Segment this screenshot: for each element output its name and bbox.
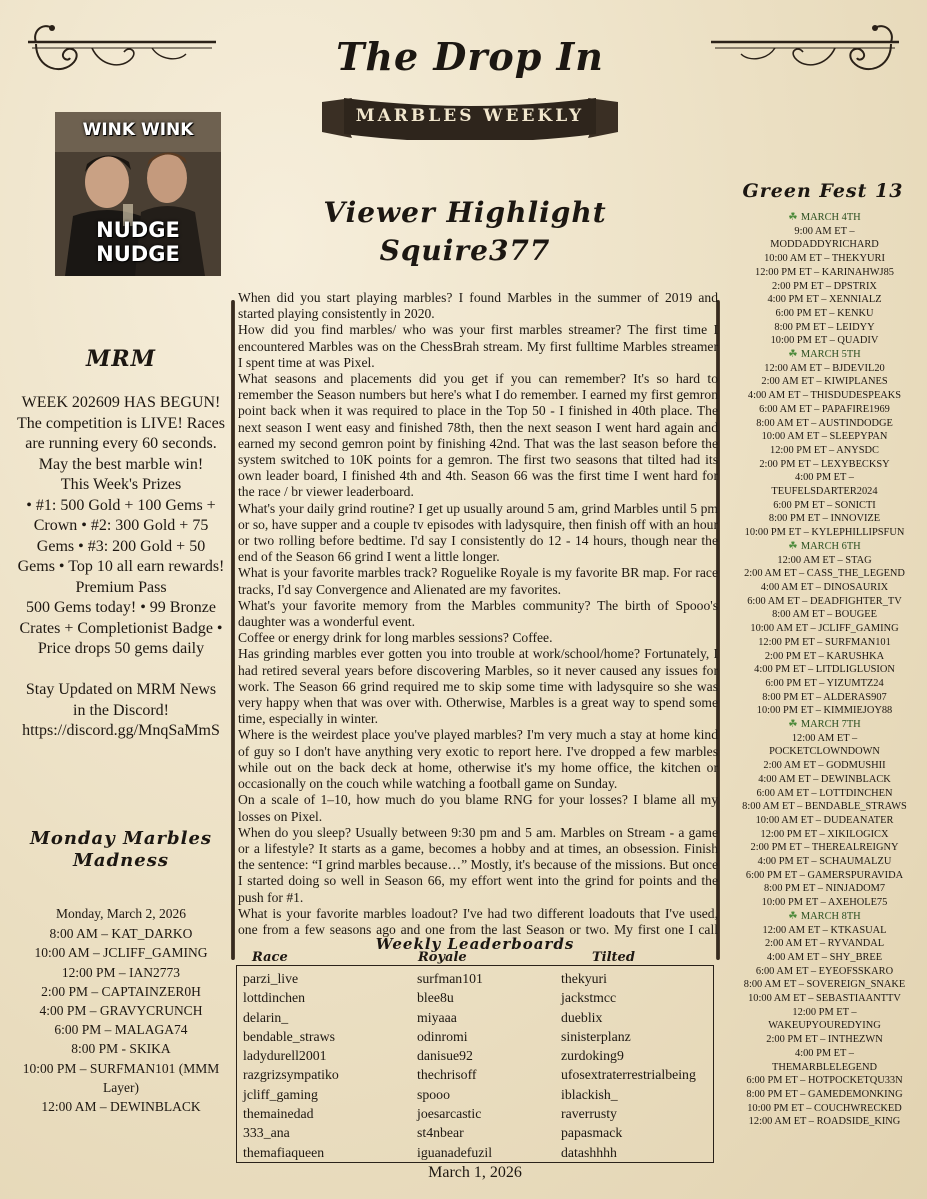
green-fest-slot [727, 828, 922, 842]
green-fest-schedule [727, 211, 922, 1129]
green-fest-day [727, 540, 922, 554]
clover-icon: ☘ [788, 909, 801, 922]
green-fest-slot [727, 1006, 922, 1020]
green-fest-slot [727, 965, 922, 979]
green-fest-slot-text: 4:00 AM ET – DINOSAURIX [760, 581, 889, 593]
green-fest-slot [727, 389, 922, 403]
green-fest-slot [727, 1102, 922, 1116]
mrm-line: Crown • #2: 300 Gold + 75 [33, 517, 209, 534]
green-fest-slot-text: 10:00 AM ET – DUDEANATER [755, 814, 894, 826]
royale-entry: miyaaa [417, 1009, 457, 1025]
green-fest-slot-text: 2:00 AM ET – GODMUSHII [763, 760, 886, 772]
green-fest-slot-text: 4:00 AM ET – DEWINBLACK [758, 773, 891, 785]
royale-entry: iguanadefuzil [417, 1144, 493, 1160]
corner-ornament-right [705, 14, 905, 84]
green-fest-slot [727, 650, 922, 664]
interview-paragraph: What's your favorite memory from the Marbles community? The birth of Spooo's daughter was a wonderful event. [238, 597, 718, 630]
green-fest-slot-text: 10:00 PM ET – KIMMIEJOY88 [756, 705, 893, 717]
interview-paragraph: What is your favorite marbles track? Roguelike Royale is my favorite BR map. For race tracks, I'd say Convergence and Alienated are my favorites. [238, 565, 718, 597]
race-entry: 333_ana [243, 1125, 290, 1141]
interview-paragraph: What's your daily grind routine? I get up usually around 5 am, grind Marbles until 5 pm or so, have supper and a couple tv episodes with ladysquire, then finish off with an hour or two rolling before bedtime. I'd say I consistently do 12 - 14 hours, though near the end of the Season 66 grind I went a little longer. [238, 500, 718, 565]
green-fest-slot-text: 8:00 PM ET – GAMEDEMONKING [746, 1089, 903, 1100]
royale-entry: odinromi [417, 1028, 468, 1044]
green-fest-slot-text: 8:00 PM ET – NINJADOM7 [763, 883, 886, 895]
royale-entry: joesarcastic [417, 1106, 482, 1122]
mrm-line: WEEK 202609 HAS BEGUN! [21, 394, 221, 411]
green-fest-slot-text: 2:00 PM ET – DPSTRIX [772, 280, 877, 292]
header-tilted: Tilted [592, 950, 635, 965]
green-fest-slot [727, 1061, 922, 1075]
green-fest-slot [727, 526, 922, 540]
mrm-line: • #1: 500 Gold + 100 Gems + [26, 496, 216, 514]
green-fest-slot [727, 1074, 922, 1088]
green-fest-slot-text: 4:00 PM ET – LITDLIGLUSION [754, 664, 895, 676]
green-fest-slot [727, 252, 922, 266]
green-fest-day [727, 348, 922, 362]
interview-paragraph: What is your favorite marbles loadout? I've had two different loadouts that I've used, one from a few seasons ago and one from the last Season or two. My first one I call [238, 905, 718, 937]
interview-paragraph: Coffee or energy drink for long marbles sessions? Coffee. [238, 630, 553, 646]
tilted-entry: zurdoking9 [561, 1048, 624, 1064]
mrm-line: Price drops 50 gems daily [37, 640, 205, 657]
tilted-entry: papasmack [561, 1125, 623, 1141]
mmm-slot: 8:00 PM - SKIKA [71, 1041, 171, 1057]
clover-icon: ☘ [788, 718, 801, 731]
race-entry: jcliff_gaming [243, 1086, 318, 1102]
interview-paragraph: When did you start playing marbles? I found Marbles in the summer of 2019 and started playing consistently in 2020. [238, 290, 718, 322]
green-fest-slot-text: 6:00 PM ET – YIZUMTZ24 [765, 677, 884, 689]
green-fest-day [727, 211, 922, 225]
mmm-slot: 12:00 PM – IAN2773 [61, 964, 181, 980]
green-fest-slot-text: 2:00 AM ET – KIWIPLANES [761, 376, 888, 388]
meme-photo [55, 112, 221, 276]
green-fest-slot [727, 595, 922, 609]
green-fest-slot-text: 10:00 PM ET – AXEHOLE75 [761, 897, 888, 909]
header-royale: Royale [418, 950, 467, 965]
mrm-line: in the Discord! [73, 701, 169, 719]
green-fest-slot-text: 10:00 AM ET – JCLIFF_GAMING [750, 623, 899, 635]
tilted-entry: jackstmcc [561, 990, 617, 1006]
green-fest-slot [727, 978, 922, 992]
green-fest-slot [727, 869, 922, 883]
mrm-line: May the best marble win! [38, 455, 204, 473]
green-fest-slot [727, 855, 922, 869]
green-fest-slot [727, 554, 922, 568]
green-fest-slot [727, 403, 922, 417]
race-entry: delarin_ [243, 1009, 289, 1025]
photo-caption-line: NUDGE [96, 218, 180, 242]
interview-paragraph: When do you sleep? Usually between 9:30 pm and 5 am. Marbles on Stream - a game or a lifestyle? It starts as a game, becomes a hobby and at times, an obsession. Finish the sentence: “I grind marbles because…” Mostly, it's because of the missions. But once I started doing so well in Season 66, my effort went into the grind for points and the push for #1. [238, 824, 718, 905]
green-fest-slot-text: THEMARBLELEGEND [771, 1061, 878, 1073]
green-fest-slot-text: 4:00 PM ET – SCHAUMALZU [757, 856, 892, 868]
green-fest-slot [727, 458, 922, 472]
tilted-entry: iblackish_ [561, 1086, 618, 1102]
tilted-column [561, 969, 696, 1162]
mmm-slot: 4:00 PM – GRAVYCRUNCH [39, 1003, 203, 1019]
green-fest-slot-text: 6:00 PM ET – SONICTI [773, 499, 876, 511]
green-fest-slot-text: 6:00 PM ET – KENKU [775, 307, 874, 319]
green-fest-slot [727, 636, 922, 650]
green-fest-slot-text: 8:00 AM ET – SOVEREIGN_SNAKE [743, 979, 906, 991]
green-fest-slot [727, 567, 922, 581]
green-fest-slot [727, 732, 922, 746]
green-fest-slot [727, 1088, 922, 1102]
photo-caption-bottom [55, 218, 221, 266]
mrm-line: Crates + Completionist Badge • [19, 619, 223, 637]
green-fest-slot-text: 12:00 PM ET – [792, 1006, 857, 1018]
green-fest-slot-text: 6:00 AM ET – LOTTDINCHEN [756, 787, 893, 799]
masthead-subtitle: MARBLES WEEKLY [355, 106, 585, 126]
green-fest-day [727, 910, 922, 924]
green-fest-slot-text: MODDADDYRICHARD [770, 239, 879, 251]
mmm-slot: 8:00 AM – KAT_DARKO [49, 926, 193, 942]
green-fest-slot-text: 2:00 AM ET – RYVANDAL [764, 938, 885, 950]
green-fest-slot [727, 417, 922, 431]
green-fest-slot [727, 471, 922, 485]
green-fest-title: Green Fest 13 [742, 180, 904, 202]
green-fest-slot-text: 2:00 PM ET – LEXYBECKSY [759, 458, 890, 470]
interview-paragraph: Has grinding marbles ever gotten you into trouble at work/school/home? Fortunately, I had retired several years before discovering Marbles, so it never caused any issues for work. The Season 66 grind required me to skip some time with ladysquire so she was very happy when that was over with. Otherwise, Marbles is a great way to spend some time, especially in winter. [238, 646, 718, 727]
green-fest-slot [727, 485, 922, 499]
green-fest-slot-text: 4:00 PM ET – [795, 1047, 854, 1059]
mmm-slot: 10:00 PM – SURFMAN101 (MMM [22, 1060, 220, 1076]
green-fest-slot-text: 8:00 PM ET – ALDERAS907 [762, 691, 887, 703]
race-entry: parzi_live [243, 971, 299, 986]
green-fest-slot-text: 10:00 PM ET – COUCHWRECKED [747, 1102, 902, 1114]
green-fest-slot [727, 512, 922, 526]
green-fest-slot [727, 266, 922, 280]
tilted-entry: raverrusty [561, 1106, 617, 1122]
green-fest-slot [727, 430, 922, 444]
green-fest-slot-text: 10:00 PM ET – QUADIV [770, 335, 879, 347]
green-fest-slot [727, 225, 922, 239]
tilted-entry: sinisterplanz [561, 1028, 631, 1044]
interview-paragraph: Where is the weirdest place you've played marbles? I'm very much a stay at home kind of guy so I don't have anything very exotic to report here. I've dropped a few marbles while out on the back deck at home, otherwise it's my home office, the kitchen or occasionally on the couch while watching a football game on Sunday. [238, 727, 718, 792]
race-entry: bendable_straws [243, 1028, 335, 1044]
green-fest-slot [727, 238, 922, 252]
green-fest-day-label: MARCH 8TH [800, 910, 861, 922]
green-fest-slot-text: 12:00 AM ET – ROADSIDE_KING [748, 1116, 901, 1128]
green-fest-slot [727, 608, 922, 622]
green-fest-slot-text: TEUFELSDARTER2024 [771, 486, 878, 498]
clover-icon: ☘ [788, 348, 801, 361]
interview-paragraph: On a scale of 1–10, how much do you blame RNG for your losses? I blame all my losses on Pixel. [238, 792, 718, 824]
race-entry: ladydurell2001 [243, 1048, 327, 1064]
corner-ornament-left [22, 14, 222, 84]
green-fest-slot-text: 4:00 PM ET – XENNIALZ [767, 294, 882, 306]
green-fest-slot-text: 4:00 PM ET – [795, 472, 854, 484]
green-fest-day [727, 718, 922, 732]
green-fest-slot [727, 622, 922, 636]
green-fest-day-label: MARCH 6TH [800, 540, 861, 552]
tilted-entry: ufosextraterrestrialbeing [561, 1067, 696, 1083]
mrm-line: This Week's Prizes [60, 476, 182, 493]
mmm-heading-line: Madness [73, 850, 169, 871]
green-fest-slot-text: 6:00 PM ET – HOTPOCKETQU33N [746, 1075, 903, 1087]
green-fest-slot [727, 773, 922, 787]
mrm-line: https://discord.gg/MnqSaMmS [22, 722, 220, 739]
green-fest-slot-text: POCKETCLOWNDOWN [769, 746, 880, 758]
green-fest-slot-text: 9:00 AM ET – [794, 225, 855, 237]
green-fest-slot-text: 2:00 PM ET – INTHEZWN [766, 1034, 883, 1046]
mrm-line: 500 Gems today! • 99 Bronze [25, 599, 216, 616]
mmm-slot: 12:00 AM – DEWINBLACK [41, 1099, 201, 1115]
green-fest-slot-text: 8:00 AM ET – AUSTINDODGE [756, 417, 893, 429]
mmm-slot: 6:00 PM – MALAGA74 [54, 1022, 188, 1038]
clover-icon: ☘ [788, 211, 801, 223]
green-fest-slot [727, 499, 922, 513]
green-fest-day-label: MARCH 4TH [800, 212, 861, 223]
green-fest-slot [727, 759, 922, 773]
mmm-slot: Layer) [103, 1079, 139, 1095]
interview-text [238, 290, 718, 938]
green-fest-slot-text: WAKEUPYOUREDYING [768, 1020, 881, 1032]
mmm-heading [10, 828, 232, 872]
green-fest-slot [727, 937, 922, 951]
green-fest-slot-text: 12:00 AM ET – [791, 732, 858, 744]
mrm-line: Premium Pass [75, 578, 167, 596]
mrm-line [10, 660, 232, 681]
mrm-body [10, 393, 232, 742]
green-fest-slot-text: 6:00 PM ET – GAMERSPURAVIDA [745, 869, 904, 881]
green-fest-slot-text: 8:00 AM ET – BENDABLE_STRAWS [742, 801, 907, 813]
green-fest-slot [727, 1019, 922, 1033]
green-fest-slot-text: 12:00 AM ET – KTKASUAL [762, 924, 887, 936]
clover-icon: ☘ [788, 539, 801, 552]
mrm-line: are running every 60 seconds. [25, 435, 217, 452]
green-fest-slot [727, 1033, 922, 1047]
green-fest-slot [727, 924, 922, 938]
viewer-highlight-title [240, 194, 690, 270]
green-fest-day-label: MARCH 5TH [800, 349, 861, 361]
viewer-highlight-heading: Viewer Highlight [323, 196, 607, 229]
issue-date: March 1, 2026 [428, 1164, 522, 1181]
green-fest-slot [727, 375, 922, 389]
green-fest-slot [727, 992, 922, 1006]
mrm-line: Gems • Top 10 all earn rewards! [17, 558, 225, 575]
mmm-slot: 2:00 PM – CAPTAINZER0H [41, 983, 201, 999]
race-entry: razgrizsympatiko [243, 1067, 339, 1083]
mmm-slot: 10:00 AM – JCLIFF_GAMING [34, 945, 208, 961]
green-fest-slot-text: 12:00 PM ET – XIKILOGICX [760, 828, 889, 840]
green-fest-slot-text: 2:00 PM ET – THEREALREIGNY [750, 842, 899, 854]
green-fest-slot-text: 12:00 PM ET – SURFMAN101 [758, 636, 891, 648]
race-entry: themafiaqueen [243, 1144, 325, 1160]
mmm-schedule [10, 904, 232, 1116]
masthead [300, 28, 640, 148]
green-fest-slot [727, 321, 922, 335]
green-fest-slot [727, 1047, 922, 1061]
green-fest-day-label: MARCH 7TH [800, 719, 861, 731]
green-fest-slot [727, 663, 922, 677]
green-fest-slot [727, 691, 922, 705]
tilted-entry: datashhhh [561, 1144, 617, 1160]
green-fest-slot [727, 581, 922, 595]
interview-paragraph: What seasons and placements did you get if you can remember? It's so hard to remember the Season numbers but here's what I do remember. I earned my first gemron point back when it was required to place in the Top 50 - I finished in 40th place. The next season I went easy and finished 78th, then the next season I went hard again and earned my second gemron point by finishing 42nd. That was the last season before the system switched to 10K points for a gemron. The first two seasons that tilted had its own leader board, I finished 4th and 4th. Season 66 was the first time I went hard for the race / br viewer leaderboard. [238, 371, 718, 500]
mmm-date: Monday, March 2, 2026 [56, 906, 186, 921]
green-fest-slot-text: 12:00 AM ET – STAG [777, 554, 872, 566]
green-fest-slot [727, 280, 922, 294]
green-fest-slot-text: 10:00 AM ET – THEKYURI [764, 253, 885, 265]
tilted-entry: dueblix [561, 1009, 603, 1025]
photo-caption-line: NUDGE [96, 242, 180, 266]
green-fest-slot [727, 293, 922, 307]
green-fest-slot-text: 12:00 AM ET – BJDEVIL20 [764, 362, 885, 374]
green-fest-slot-text: 6:00 AM ET – PAPAFIRE1969 [759, 403, 890, 415]
green-fest-slot [727, 814, 922, 828]
green-fest-slot-text: 8:00 PM ET – INNOVIZE [768, 513, 881, 525]
race-entry: lottdinchen [243, 990, 306, 1006]
masthead-title: The Drop In [336, 34, 604, 79]
interview-paragraph: How did you find marbles/ who was your first marbles streamer? The first time I encountered Marbles was on the ChessBrah stream. My first fulltime Marbles streamer I spent time at was Pixel. [238, 322, 718, 370]
green-fest-slot [727, 334, 922, 348]
green-fest-slot-text: 6:00 AM ET – DEADFIGHTER_TV [747, 595, 902, 607]
green-fest-slot-text: 10:00 AM ET – SEBASTIAANTTV [748, 993, 901, 1005]
green-fest-slot [727, 1115, 922, 1129]
leaderboards-title: Weekly Leaderboards [375, 935, 575, 953]
green-fest-slot [727, 841, 922, 855]
green-fest-slot [727, 745, 922, 759]
green-fest-slot-text: 8:00 AM ET – BOUGEE [772, 609, 877, 621]
green-fest-slot-text: 10:00 PM ET – KYLEPHILLIPSFUN [744, 527, 905, 539]
green-fest-slot [727, 444, 922, 458]
green-fest-slot [727, 704, 922, 718]
royale-entry: danisue92 [417, 1048, 473, 1064]
green-fest-slot [727, 951, 922, 965]
green-fest-slot [727, 882, 922, 896]
tilted-entry: thekyuri [561, 971, 607, 986]
green-fest-slot [727, 896, 922, 910]
royale-entry: blee8u [417, 990, 454, 1006]
royale-entry: thechrisoff [417, 1067, 477, 1083]
royale-entry: spooo [417, 1086, 450, 1102]
mrm-line: The competition is LIVE! Races [17, 414, 225, 432]
royale-column [417, 969, 492, 1162]
green-fest-slot-text: 12:00 PM ET – ANYSDC [770, 444, 879, 456]
green-fest-slot-text: 6:00 AM ET – EYEOFSSKARO [755, 965, 894, 977]
green-fest-slot [727, 362, 922, 376]
mrm-line: Gems • #3: 200 Gold + 50 [36, 537, 206, 555]
photo-caption-top: WINK WINK [82, 120, 194, 140]
green-fest-slot-text: 4:00 AM ET – THISDUDESPEAKS [747, 390, 902, 402]
scroll-rod-left [231, 300, 235, 960]
mrm-heading: MRM [86, 346, 156, 372]
viewer-highlight-name: Squire377 [379, 234, 551, 267]
royale-entry: st4nbear [417, 1125, 464, 1141]
leaderboards-table [236, 965, 714, 1163]
green-fest-slot-text: 2:00 PM ET – KARUSHKA [764, 650, 885, 662]
green-fest-slot [727, 800, 922, 814]
green-fest-slot-text: 12:00 PM ET – KARINAHWJ85 [755, 266, 894, 278]
header-race: Race [252, 950, 288, 965]
royale-entry: surfman101 [417, 971, 483, 986]
green-fest-slot-text: 4:00 AM ET – SHY_BREE [766, 951, 883, 963]
race-column [243, 969, 339, 1162]
mrm-line: Stay Updated on MRM News [25, 681, 217, 698]
green-fest-slot-text: 10:00 AM ET – SLEEPYPAN [761, 431, 888, 443]
green-fest-slot-text: 8:00 PM ET – LEIDYY [774, 321, 875, 333]
green-fest-slot [727, 787, 922, 801]
green-fest-slot [727, 307, 922, 321]
race-entry: themainedad [243, 1106, 314, 1122]
mmm-heading-line: Monday Marbles [29, 828, 213, 849]
green-fest-slot-text: 2:00 AM ET – CASS_THE_LEGEND [744, 568, 905, 580]
green-fest-slot [727, 677, 922, 691]
